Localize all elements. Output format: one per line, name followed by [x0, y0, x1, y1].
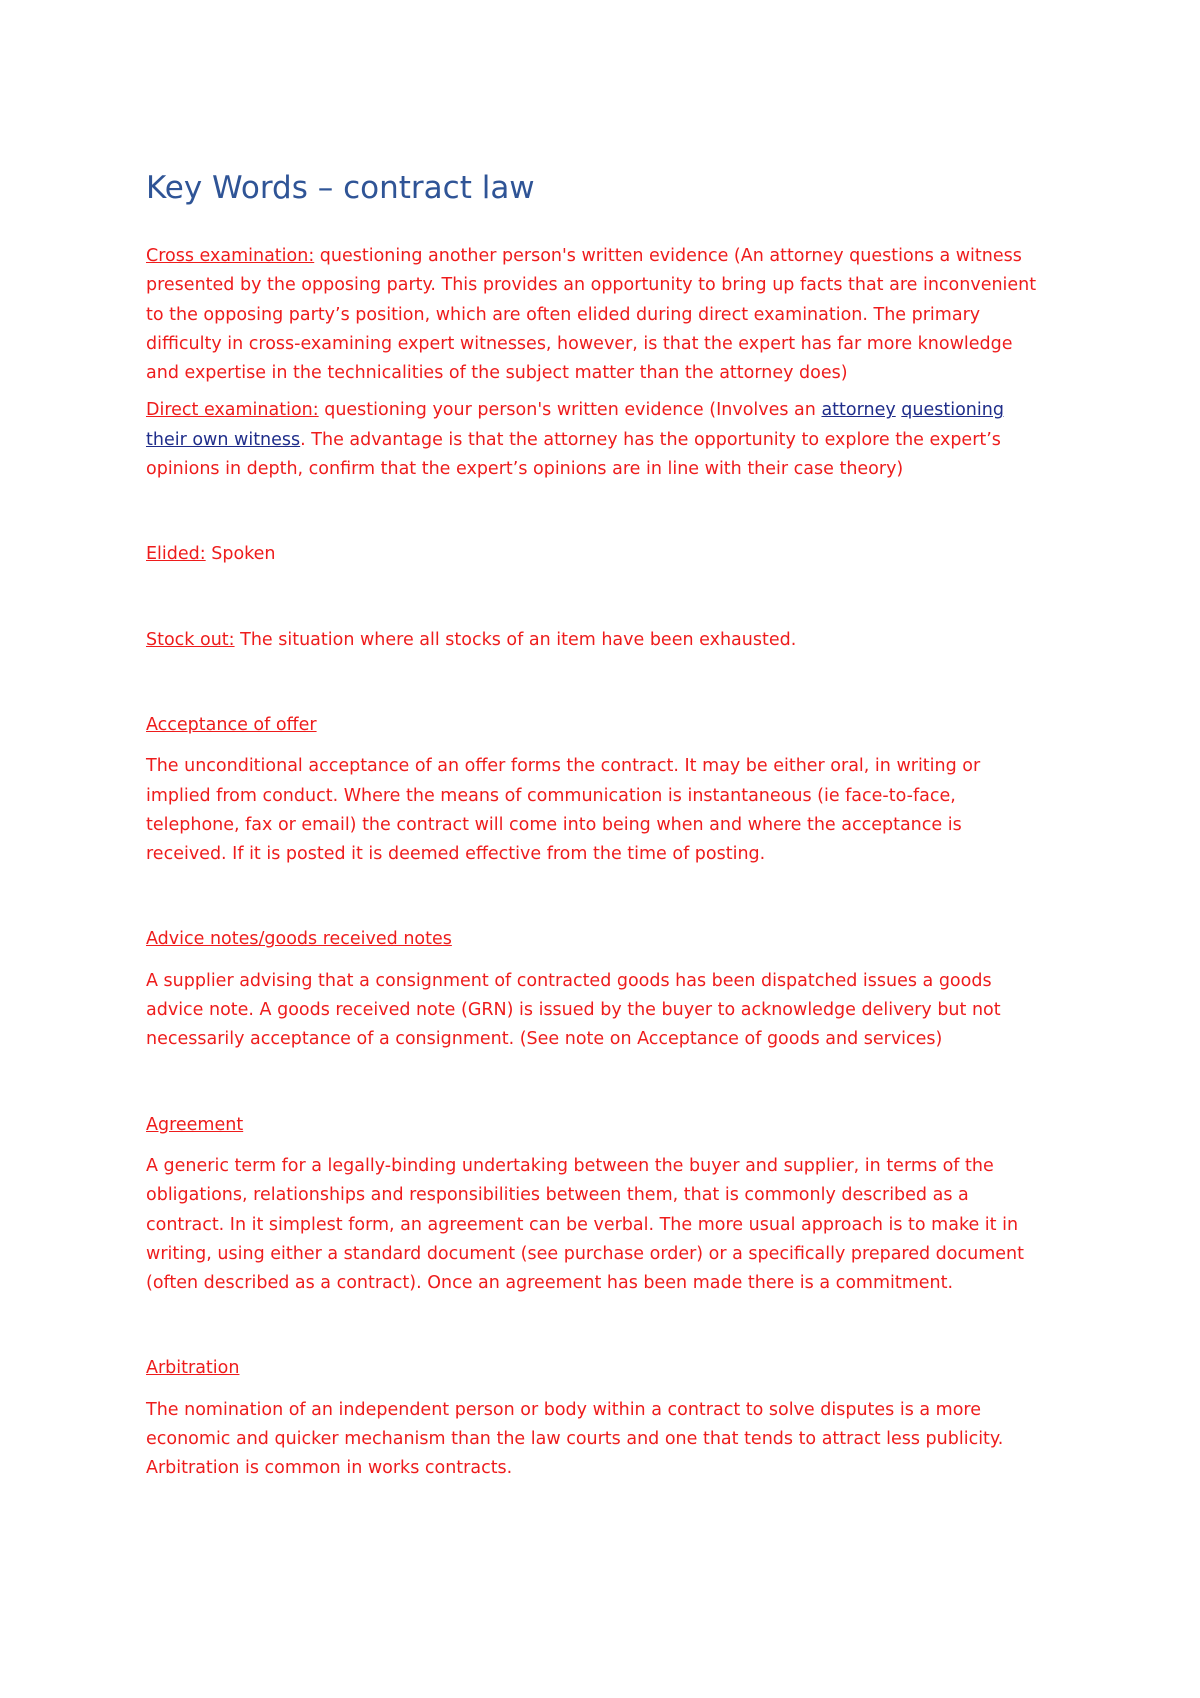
term-cross-examination: Cross examination:: [146, 246, 315, 266]
definition-text: implied from conduct. Where the means of communication is instantaneous (ie face-to-face,: [146, 785, 956, 806]
definition-text: writing, using either a standard document (see purchase order) or a specifically prepared document: [146, 1243, 1024, 1264]
term-direct-examination: Direct examination:: [146, 400, 319, 421]
definition-text: to the opposing party’s position, which are often elided during direct examination. The primary: [146, 304, 981, 325]
link-questioning[interactable]: questioning: [901, 400, 1004, 421]
definition-text: Spoken: [205, 544, 276, 565]
term-stock-out: Stock out:: [146, 629, 235, 650]
definition-text: difficulty in cross-examining expert witnesses, however, is that the expert has far more knowledge: [146, 333, 1013, 354]
definition-text: A supplier advising that a consignment of contracted goods has been dispatched issues a goods: [146, 970, 992, 991]
definition-text: telephone, fax or email) the contract will come into being when and where the acceptance is: [146, 814, 962, 835]
entry-elided: [146, 540, 1076, 569]
entry-stock-out: [146, 626, 1076, 655]
definition-text: questioning another person's written evidence (An attorney questions a witness: [314, 246, 1022, 266]
definition-text: questioning your person's written evidence (Involves an: [318, 400, 822, 421]
definition-text: necessarily acceptance of a consignment. (See note on Acceptance of goods and services): [146, 1029, 943, 1050]
definition-text: Arbitration is common in works contracts.: [146, 1458, 513, 1479]
definition-text: economic and quicker mechanism than the law courts and one that tends to attract less publicity.: [146, 1429, 1004, 1450]
heading-arbitration: Arbitration: [146, 1358, 240, 1379]
document-body: [146, 168, 1076, 1484]
entry-acceptance-of-offer: [146, 711, 1076, 869]
heading-acceptance-of-offer: Acceptance of offer: [146, 714, 317, 735]
definition-text: . The advantage is that the attorney has the opportunity to explore the expert’s: [300, 429, 1001, 450]
entry-cross-examination: [146, 242, 1076, 388]
term-elided: Elided:: [146, 544, 206, 565]
definition-text: (often described as a contract). Once an agreement has been made there is a commitment.: [146, 1273, 954, 1294]
definition-text: The nomination of an independent person or body within a contract to solve disputes is a more: [146, 1399, 982, 1420]
heading-agreement: Agreement: [146, 1114, 244, 1135]
definition-text: presented by the opposing party. This provides an opportunity to bring up facts that are inconvenient: [146, 275, 1037, 296]
definition-text: and expertise in the technicalities of the subject matter than the attorney does): [146, 363, 848, 384]
definition-text: advice note. A goods received note (GRN) is issued by the buyer to acknowledge delivery but not: [146, 1000, 1001, 1021]
definition-text: The unconditional acceptance of an offer forms the contract. It may be either oral, in writing or: [146, 756, 981, 777]
definition-text: obligations, relationships and responsibilities between them, that is commonly described as a: [146, 1185, 969, 1206]
link-their-own-witness[interactable]: their own witness: [146, 429, 301, 450]
definition-text: received. If it is posted it is deemed effective from the time of posting.: [146, 844, 766, 865]
entry-agreement: [146, 1111, 1076, 1299]
definition-text: contract. In it simplest form, an agreement can be verbal. The more usual approach is to make it in: [146, 1214, 1019, 1235]
heading-advice-notes: Advice notes/goods received notes: [146, 929, 452, 950]
definition-text: The situation where all stocks of an item have been exhausted.: [234, 629, 797, 650]
definition-text: opinions in depth, confirm that the expert’s opinions are in line with their case theory): [146, 459, 904, 480]
entry-direct-examination: [146, 396, 1076, 484]
document-title: Key Words – contract law: [146, 170, 535, 206]
definition-text: A generic term for a legally-binding undertaking between the buyer and supplier, in terms of the: [146, 1155, 994, 1176]
entry-arbitration: [146, 1354, 1076, 1483]
link-attorney[interactable]: attorney: [821, 400, 896, 421]
entry-advice-notes: [146, 925, 1076, 1054]
